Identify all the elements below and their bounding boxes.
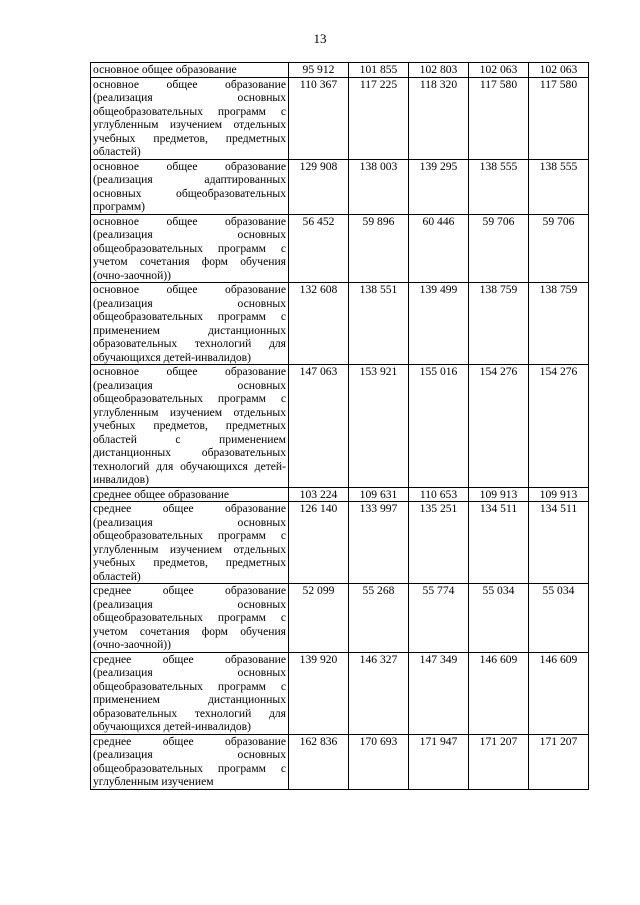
value-cell-2: 138 003 xyxy=(349,159,409,214)
value-cell-5: 55 034 xyxy=(529,584,589,653)
value-cell-1: 52 099 xyxy=(289,584,349,653)
row-label: основное общее образование (реализация адаптированных основных общеобразовательных программ) xyxy=(91,159,289,214)
value-cell-5: 146 609 xyxy=(529,652,589,734)
value-cell-2: 133 997 xyxy=(349,502,409,584)
value-cell-1: 162 836 xyxy=(289,734,349,789)
row-label: основное общее образование (реализация основных общеобразовательных программ с применением дистанционных образовательных технологий для обучающихся детей-инвалидов) xyxy=(91,283,289,365)
value-cell-2: 117 225 xyxy=(349,77,409,159)
value-cell-1: 110 367 xyxy=(289,77,349,159)
page-number: 13 xyxy=(313,31,327,46)
row-label: основное общее образование (реализация основных общеобразовательных программ с учетом сочетания форм обучения (очно-заочной)) xyxy=(91,214,289,283)
table-body xyxy=(91,63,589,790)
value-cell-2: 138 551 xyxy=(349,283,409,365)
table-row xyxy=(91,502,589,584)
row-label: среднее общее образование (реализация основных общеобразовательных программ с углубленным изучением xyxy=(91,734,289,789)
row-label: основное общее образование (реализация основных общеобразовательных программ с углубленным изучением отдельных учебных предметов, предметных областей) xyxy=(91,77,289,159)
value-cell-1: 147 063 xyxy=(289,365,349,488)
table-row xyxy=(91,77,589,159)
value-cell-4: 102 063 xyxy=(469,63,529,78)
value-cell-1: 126 140 xyxy=(289,502,349,584)
table-row xyxy=(91,283,589,365)
value-cell-3: 60 446 xyxy=(409,214,469,283)
value-cell-3: 102 803 xyxy=(409,63,469,78)
value-cell-3: 155 016 xyxy=(409,365,469,488)
table-row xyxy=(91,734,589,789)
value-cell-5: 117 580 xyxy=(529,77,589,159)
value-cell-2: 146 327 xyxy=(349,652,409,734)
value-cell-2: 170 693 xyxy=(349,734,409,789)
row-label: среднее общее образование (реализация основных общеобразовательных программ с учетом сочетания форм обучения (очно-заочной)) xyxy=(91,584,289,653)
value-cell-3: 147 349 xyxy=(409,652,469,734)
value-cell-4: 59 706 xyxy=(469,214,529,283)
value-cell-1: 56 452 xyxy=(289,214,349,283)
value-cell-1: 132 608 xyxy=(289,283,349,365)
value-cell-4: 55 034 xyxy=(469,584,529,653)
value-cell-4: 138 555 xyxy=(469,159,529,214)
value-cell-1: 95 912 xyxy=(289,63,349,78)
value-cell-2: 153 921 xyxy=(349,365,409,488)
value-cell-4: 171 207 xyxy=(469,734,529,789)
table-row xyxy=(91,214,589,283)
value-cell-2: 109 631 xyxy=(349,487,409,502)
value-cell-5: 138 759 xyxy=(529,283,589,365)
row-label: основное общее образование (реализация основных общеобразовательных программ с углубленным изучением отдельных учебных предметов, предметных областей с применением дистанционных образовательных технологий для обучающихся детей-инвалидов) xyxy=(91,365,289,488)
value-cell-1: 129 908 xyxy=(289,159,349,214)
value-cell-1: 103 224 xyxy=(289,487,349,502)
table-row xyxy=(91,159,589,214)
value-cell-5: 154 276 xyxy=(529,365,589,488)
value-cell-5: 138 555 xyxy=(529,159,589,214)
value-cell-2: 59 896 xyxy=(349,214,409,283)
value-cell-2: 101 855 xyxy=(349,63,409,78)
value-cell-3: 171 947 xyxy=(409,734,469,789)
row-label: среднее общее образование (реализация основных общеобразовательных программ с применением дистанционных образовательных технологий для обучающихся детей-инвалидов) xyxy=(91,652,289,734)
row-label: среднее общее образование (реализация основных общеобразовательных программ с углубленным изучением отдельных учебных предметов, предметных областей) xyxy=(91,502,289,584)
table-row xyxy=(91,365,589,488)
value-cell-5: 59 706 xyxy=(529,214,589,283)
value-cell-3: 135 251 xyxy=(409,502,469,584)
value-cell-3: 55 774 xyxy=(409,584,469,653)
value-cell-5: 102 063 xyxy=(529,63,589,78)
value-cell-5: 171 207 xyxy=(529,734,589,789)
value-cell-4: 134 511 xyxy=(469,502,529,584)
table-row xyxy=(91,584,589,653)
value-cell-4: 117 580 xyxy=(469,77,529,159)
row-label: среднее общее образование xyxy=(91,487,289,502)
value-cell-4: 138 759 xyxy=(469,283,529,365)
value-cell-3: 118 320 xyxy=(409,77,469,159)
value-cell-5: 109 913 xyxy=(529,487,589,502)
value-cell-3: 110 653 xyxy=(409,487,469,502)
funding-table xyxy=(90,62,589,790)
value-cell-4: 109 913 xyxy=(469,487,529,502)
table-row xyxy=(91,63,589,78)
value-cell-3: 139 499 xyxy=(409,283,469,365)
value-cell-4: 146 609 xyxy=(469,652,529,734)
value-cell-1: 139 920 xyxy=(289,652,349,734)
table-row xyxy=(91,652,589,734)
value-cell-2: 55 268 xyxy=(349,584,409,653)
value-cell-4: 154 276 xyxy=(469,365,529,488)
table-row xyxy=(91,487,589,502)
row-label: основное общее образование xyxy=(91,63,289,78)
value-cell-5: 134 511 xyxy=(529,502,589,584)
value-cell-3: 139 295 xyxy=(409,159,469,214)
